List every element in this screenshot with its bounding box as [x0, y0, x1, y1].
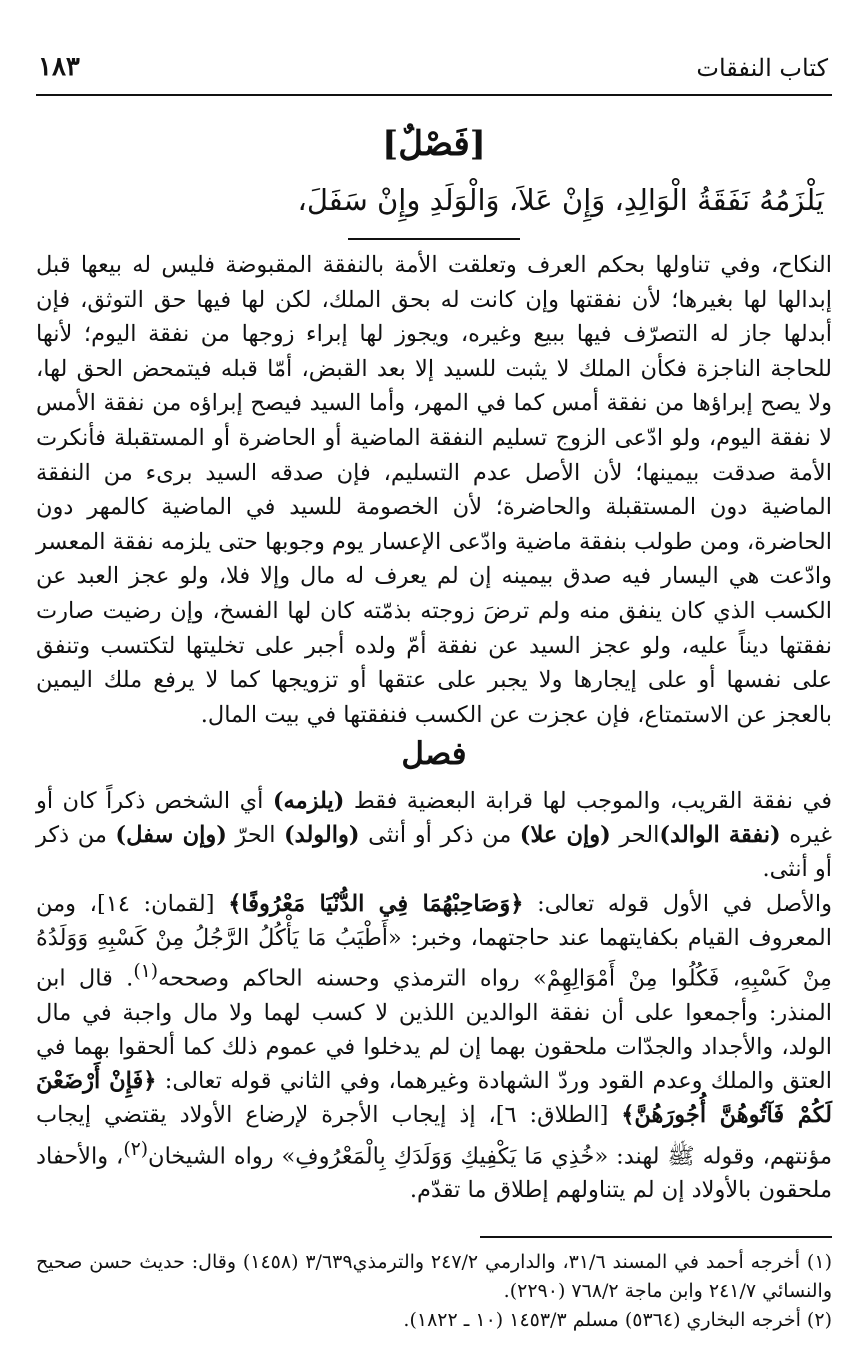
- footnote-marker[interactable]: (١): [133, 961, 159, 983]
- running-title: كتاب النفقات: [696, 54, 828, 82]
- page-header: [36, 50, 832, 96]
- matn-quote: (وإن سفل): [115, 822, 227, 849]
- matn-quote: (والولد): [284, 822, 360, 849]
- commentary-paragraph: النكاح، وفي تناولها بحكم العرف وتعلقت الأمة بالنفقة المقبوضة فليس له بيعها قبل إبدالها لها بغيرها؛ لأن نفقتها وإن كانت له بحق الملك، لكن لها فيها حق التوثق، فإن أبدلها جاز له التصرّف فيها ببيع وغيره، ويجوز لها إبراء زوجها من نفقة اليوم؛ لأنها للحاجة الناجزة فكأن الملك لا يثبت للسيد إلا بعد القبض، أمّا قبله فيتمحض الحق لها، ولا يصح إبراؤها من نفقة أمس كما في المهر، وأما السيد فيصح إبراؤه من نفقة الأمس لا نفقة اليوم، ولو ادّعى الزوج تسليم النفقة الماضية أو الحاضرة أو المستقبلة فأنكرت الأمة صدقت بيمينها؛ لأن الأصل عدم التسليم، فإن صدقه السيد برىء من النفقة الماضية دون المستقبلة والحاضرة؛ لأن الخصومة للسيد في الماضية كالمهر دون الحاضرة، ومن طولب بنفقة ماضية وادّعى الإعسار يوم وجوبها حتى يلزمه نفقة المعسر وادّعت هي اليسار فيه صدق بيمينه إن لم يعرف له مال وإلا فلا، ولو عجز العبد عن الكسب الذي كان ينفق منه ولم ترضَ زوجته بذمّته كان لها الفسخ، وإن رضيت صارت نفقتها ديناً عليه، ولو عجز السيد عن نفقة أمّ ولده أجبر على تخليتها لتكتسب وتنفق على نفسها أو على إيجارها ولا يجبر على عتقها أو تزويجها كما لا يرفع ملك اليمين بالعجز عن الاستمتاع، فإن عجزت عن الكسب فنفقتها في بيت المال.: [36, 252, 832, 728]
- matn-quote: (نفقة الوالد): [659, 822, 781, 849]
- text-run: ، والأحفاد ملحقون بالأولاد إن لم يتناولهم إطلاق ما تقدّم.: [36, 1143, 832, 1204]
- text-run: في نفقة القريب، والموجب لها قرابة البعضية فقط: [344, 788, 832, 814]
- footnote-divider: [480, 1236, 832, 1238]
- footnote-1: (١) أخرجه أحمد في المسند ٣١/٦، والدارمي ٢٤٧/٢ والترمذي٣/٦٣٩ (١٤٥٨) وقال: حديث حسن صحيح والنسائي ٢٤١/٧ وابن ماجة ٧٦٨/٢ (٢٢٩٠).: [36, 1251, 832, 1302]
- text-run: الحرّ: [226, 822, 284, 849]
- commentary-paragraph-intro: [36, 784, 832, 887]
- matn-quote: (وإن علا): [519, 822, 611, 849]
- section-heading-2: فصل: [401, 736, 467, 772]
- text-run: الحر: [610, 822, 660, 849]
- commentary-block-1: [36, 248, 832, 732]
- text-run: [لقمان: ١٤]، ومن المعروف القيام بكفايتهما عند حاجتهما، وخبر: «أَطْيَبُ مَا يَأْكُلُ الرَّجُلُ مِنْ كَسْبِهِ وَوَلَدُهُ مِنْ كَسْبِهِ، فَكُلُوا مِنْ أَمْوَالِهِمْ» رواه الترمذي وحسنه الحاكم وصححه: [36, 890, 832, 992]
- text-run: [الطلاق: ٦]، إذ إيجاب الأجرة لإرضاع الأولاد يقتضي إيجاب مؤنتهم، وقوله ﷺ لهند: «خُذِي مَا يَكْفِيكِ وَوَلَدَكِ بِالْمَعْرُوفِ» رواه الشيخان: [36, 1102, 832, 1170]
- text-run: . قال ابن المنذر: وأجمعوا على أن نفقة الوالدين اللذين لا كسب لهما ولا مال واجبة في مال الولد، والأجداد والجدّات ملحقون بهما إن لم يدخلوا في عموم ذلك كما ألحقوا بهما في العتق والملك وعدم القود وردّ الشهادة وغيرهما، وفي الثاني قوله تعالى:: [36, 965, 832, 1095]
- footnotes: [36, 1248, 832, 1335]
- footnote-2: (٢) أخرجه البخاري (٥٣٦٤) مسلم ١٤٥٣/٣ (١٠ ـ ١٨٢٢).: [403, 1309, 832, 1331]
- matn-divider: [348, 238, 520, 240]
- text-run: من ذكر أو أنثى.: [36, 822, 832, 883]
- commentary-block-2: [36, 784, 832, 1207]
- section-heading: [فَصْلٌ]: [382, 124, 486, 164]
- footnote-marker[interactable]: (٢): [123, 1138, 149, 1160]
- quran-verse: ﴿وَصَاحِبْهُمَا فِي الدُّنْيَا مَعْرُوفًا﴾: [228, 890, 524, 917]
- page-number: ١٨٣: [38, 52, 80, 82]
- text-run: والأصل في الأول قوله تعالى:: [523, 890, 832, 917]
- matn-quote: (يلزمه): [272, 788, 345, 814]
- text-run: أي الشخص ذكراً كان أو غيره: [36, 788, 832, 849]
- text-run: من ذكر أو أنثى: [359, 822, 520, 849]
- matn-text: يَلْزَمُهُ نَفَقَةُ الْوَالِدِ، وَإِنْ عَلاَ، وَالْوَلَدِ وإِنْ سَفَلَ،: [297, 183, 824, 217]
- quran-verse: ﴿فَإِنْ أَرْضَعْنَ لَكُمْ فَآتُوهُنَّ أُجُورَهُنَّ﴾: [36, 1068, 832, 1129]
- commentary-paragraph-evidence: [36, 887, 832, 1208]
